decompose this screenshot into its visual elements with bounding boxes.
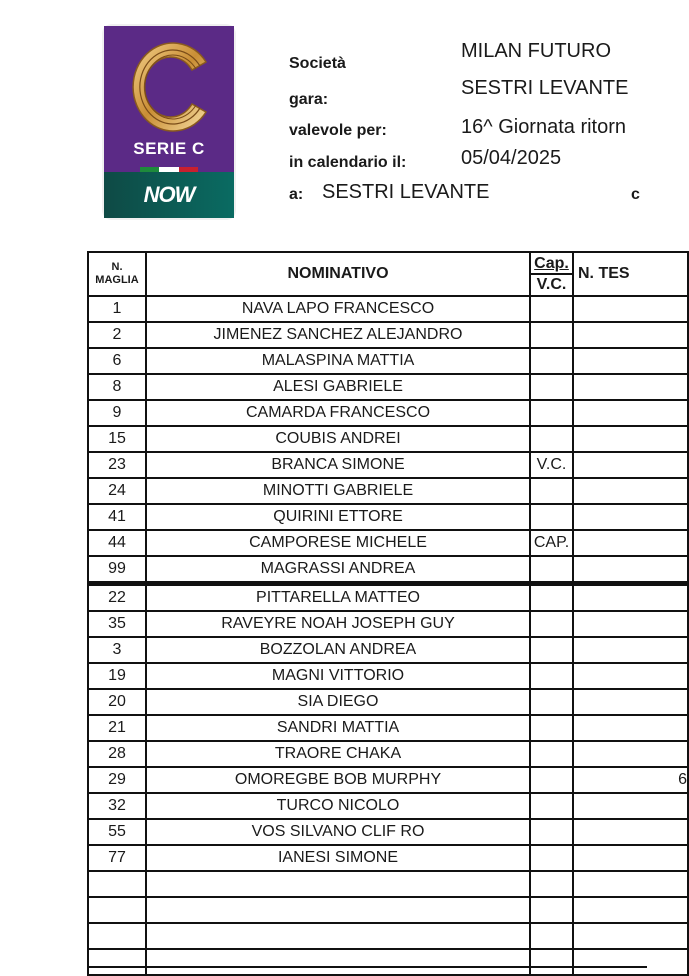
player-number-cell: 20 (88, 689, 146, 715)
captain-role-cell (530, 741, 573, 767)
player-number-cell: 77 (88, 845, 146, 871)
a-label: a: (289, 186, 304, 203)
table-row (88, 663, 688, 689)
table-header-row (88, 252, 688, 296)
player-number-cell: 28 (88, 741, 146, 767)
header-captain (530, 252, 573, 296)
player-number-cell: 6 (88, 348, 146, 374)
table-row (88, 504, 688, 530)
tessera-cell (573, 663, 688, 689)
valevole-label: valevole per: (289, 122, 387, 139)
player-name-cell: RAVEYRE NOAH JOSEPH GUY (146, 611, 530, 637)
player-number-cell: 1 (88, 296, 146, 322)
player-name-cell (146, 897, 530, 923)
table-row (88, 400, 688, 426)
captain-role-cell (530, 793, 573, 819)
table-row (88, 611, 688, 637)
tessera-cell (573, 504, 688, 530)
captain-role-cell (530, 767, 573, 793)
player-number-cell: 44 (88, 530, 146, 556)
table-row (88, 819, 688, 845)
player-name-cell: CAMARDA FRANCESCO (146, 400, 530, 426)
tessera-cell (573, 426, 688, 452)
player-name-cell: TURCO NICOLO (146, 793, 530, 819)
player-name-cell: NAVA LAPO FRANCESCO (146, 296, 530, 322)
societa-label: Società (289, 55, 346, 72)
player-name-cell: MAGRASSI ANDREA (146, 556, 530, 584)
player-number-cell: 8 (88, 374, 146, 400)
player-number-cell (88, 923, 146, 949)
captain-role-cell (530, 637, 573, 663)
table-row (88, 871, 688, 897)
tessera-cell (573, 400, 688, 426)
tessera-cell (573, 374, 688, 400)
tessera-cell (573, 793, 688, 819)
tessera-cell (573, 897, 688, 923)
tessera-cell (573, 556, 688, 584)
captain-role-cell (530, 556, 573, 584)
table-row (88, 296, 688, 322)
table-row (88, 556, 688, 584)
table-bottom-border (87, 966, 647, 968)
captain-role-cell (530, 819, 573, 845)
table-row (88, 949, 688, 975)
a-value: SESTRI LEVANTE (322, 181, 490, 203)
captain-role-cell (530, 923, 573, 949)
player-number-cell: 9 (88, 400, 146, 426)
player-number-cell: 35 (88, 611, 146, 637)
table-row (88, 478, 688, 504)
tessera-cell (573, 819, 688, 845)
captain-role-cell (530, 897, 573, 923)
player-name-cell: COUBIS ANDREI (146, 426, 530, 452)
table-row (88, 923, 688, 949)
player-number-cell: 22 (88, 584, 146, 612)
logo-league-text: SERIE C (133, 139, 205, 158)
player-number-cell: 99 (88, 556, 146, 584)
tessera-cell (573, 530, 688, 556)
player-name-cell: SANDRI MATTIA (146, 715, 530, 741)
serie-c-emblem-icon (122, 36, 218, 136)
captain-role-cell (530, 663, 573, 689)
player-number-cell: 55 (88, 819, 146, 845)
player-number-cell: 23 (88, 452, 146, 478)
table-row (88, 897, 688, 923)
player-number-cell: 2 (88, 322, 146, 348)
player-number-cell: 24 (88, 478, 146, 504)
player-number-cell: 15 (88, 426, 146, 452)
player-name-cell: IANESI SIMONE (146, 845, 530, 871)
table-row (88, 715, 688, 741)
captain-role-cell (530, 504, 573, 530)
logo-brand-text: NOW (143, 182, 195, 207)
table-row (88, 767, 688, 793)
calendario-value: 05/04/2025 (461, 147, 562, 169)
captain-role-cell (530, 426, 573, 452)
tessera-cell (573, 348, 688, 374)
table-row (88, 845, 688, 871)
player-name-cell: MALASPINA MATTIA (146, 348, 530, 374)
player-name-cell: SIA DIEGO (146, 689, 530, 715)
captain-role-cell (530, 949, 573, 975)
player-name-cell: MAGNI VITTORIO (146, 663, 530, 689)
player-number-cell: 3 (88, 637, 146, 663)
captain-role-cell (530, 584, 573, 612)
tessera-cell (573, 715, 688, 741)
tessera-cell (573, 949, 688, 975)
captain-role-cell (530, 478, 573, 504)
player-name-cell (146, 871, 530, 897)
tessera-cell (573, 478, 688, 504)
header-num-line2: MAGLIA (95, 274, 139, 286)
header-nominativo: NOMINATIVO (146, 252, 530, 296)
player-number-cell: 29 (88, 767, 146, 793)
table-row (88, 348, 688, 374)
tessera-cell (573, 741, 688, 767)
captain-role-cell (530, 689, 573, 715)
player-name-cell: VOS SILVANO CLIF RO (146, 819, 530, 845)
captain-role-cell (530, 611, 573, 637)
roster-table (87, 251, 689, 976)
captain-role-cell (530, 322, 573, 348)
logo-teal-panel (104, 172, 234, 218)
header-tessera: N. TES (573, 252, 688, 296)
header-cap: Cap. (531, 254, 572, 275)
cut-off-label: c (631, 186, 640, 203)
player-number-cell (88, 897, 146, 923)
tessera-cell: 6 (573, 767, 688, 793)
captain-role-cell (530, 845, 573, 871)
player-name-cell (146, 923, 530, 949)
player-name-cell: JIMENEZ SANCHEZ ALEJANDRO (146, 322, 530, 348)
tessera-cell (573, 637, 688, 663)
table-row (88, 689, 688, 715)
table-row (88, 530, 688, 556)
tessera-cell (573, 584, 688, 612)
valevole-value: 16^ Giornata ritorn (461, 116, 627, 138)
table-row (88, 426, 688, 452)
table-row (88, 374, 688, 400)
player-number-cell: 19 (88, 663, 146, 689)
table-row (88, 584, 688, 612)
table-row (88, 637, 688, 663)
player-number-cell (88, 949, 146, 975)
captain-role-cell (530, 400, 573, 426)
header-num-line1: N. (111, 261, 123, 273)
player-name-cell: BOZZOLAN ANDREA (146, 637, 530, 663)
logo-purple-panel (104, 26, 234, 172)
captain-role-cell (530, 715, 573, 741)
player-name-cell: PITTARELLA MATTEO (146, 584, 530, 612)
player-name-cell (146, 949, 530, 975)
tessera-cell (573, 871, 688, 897)
captain-role-cell (530, 871, 573, 897)
captain-role-cell (530, 374, 573, 400)
gara-label: gara: (289, 91, 329, 108)
player-name-cell: OMOREGBE BOB MURPHY (146, 767, 530, 793)
tessera-cell (573, 611, 688, 637)
table-row (88, 322, 688, 348)
tessera-cell (573, 923, 688, 949)
player-number-cell: 21 (88, 715, 146, 741)
captain-role-cell (530, 348, 573, 374)
player-number-cell: 32 (88, 793, 146, 819)
table-row (88, 452, 688, 478)
societa-value: MILAN FUTURO (461, 40, 611, 62)
captain-role-cell (530, 296, 573, 322)
player-name-cell: ALESI GABRIELE (146, 374, 530, 400)
player-name-cell: CAMPORESE MICHELE (146, 530, 530, 556)
tessera-cell (573, 322, 688, 348)
header-vc: V.C. (536, 276, 567, 293)
captain-role-cell: CAP. (530, 530, 573, 556)
captain-role-cell: V.C. (530, 452, 573, 478)
tessera-cell (573, 689, 688, 715)
calendario-label: in calendario il: (289, 154, 407, 171)
serie-c-now-logo (104, 26, 234, 218)
player-name-cell: BRANCA SIMONE (146, 452, 530, 478)
header-shirt-number (88, 252, 146, 296)
player-name-cell: QUIRINI ETTORE (146, 504, 530, 530)
tessera-cell (573, 452, 688, 478)
tessera-cell (573, 845, 688, 871)
table-row (88, 793, 688, 819)
tessera-cell (573, 296, 688, 322)
gara-value: SESTRI LEVANTE (461, 77, 629, 99)
player-name-cell: TRAORE CHAKA (146, 741, 530, 767)
table-row (88, 741, 688, 767)
player-name-cell: MINOTTI GABRIELE (146, 478, 530, 504)
player-number-cell: 41 (88, 504, 146, 530)
player-number-cell (88, 871, 146, 897)
